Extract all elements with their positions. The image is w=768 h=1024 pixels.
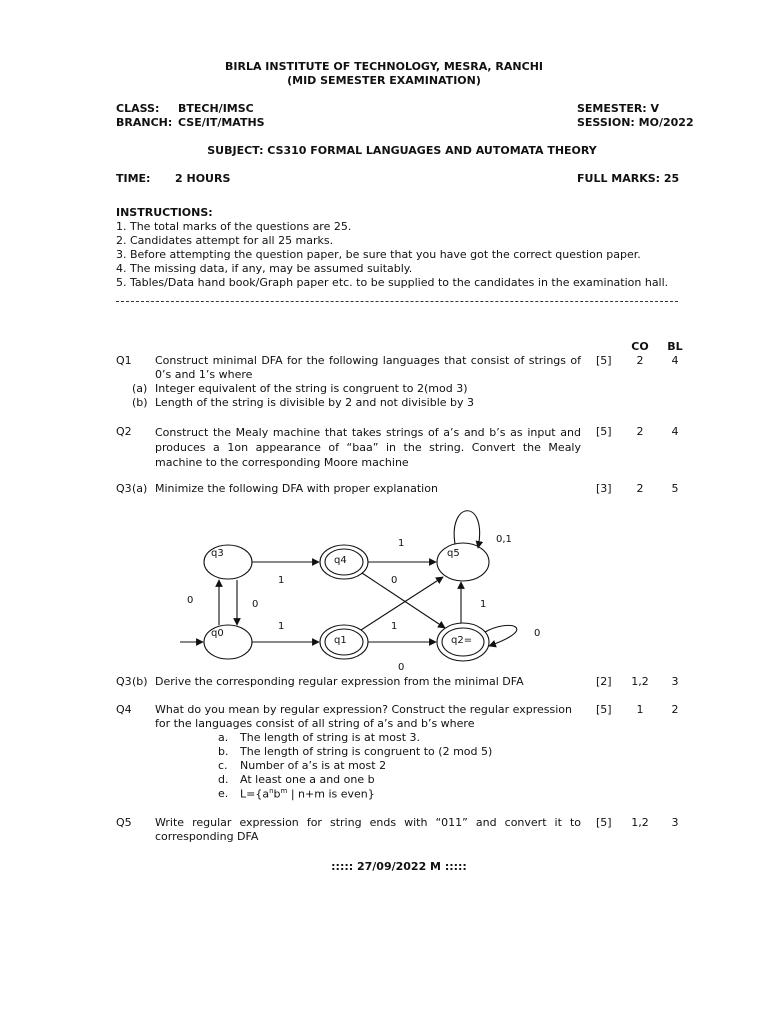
edge-q5-self: [454, 511, 479, 548]
instruction-item: 1. The total marks of the questions are 25.: [116, 220, 352, 233]
q3b-co: 1,2: [631, 675, 649, 688]
q2-text: Construct the Mealy machine that takes strings of a’s and b’s as input and produces a 1on appearance of “baa” in the string. Convert the Mealy machine to the corresponding Moore machine: [155, 426, 581, 469]
state-q0-label: q0: [211, 628, 224, 639]
class-value: BTECH/IMSC: [178, 102, 254, 115]
q1-part-text: Integer equivalent of the string is congruent to 2(mod 3): [155, 382, 468, 395]
edge-label-q2-self: 0: [534, 628, 541, 639]
branch-label: BRANCH:: [116, 116, 173, 129]
edge-label-q0-q1: 1: [278, 621, 285, 632]
edge-label-q4-q2: 0: [391, 575, 398, 586]
q5-bl: 3: [671, 816, 679, 829]
edge-q1-q5: [361, 577, 443, 630]
q1-part-label: (b): [132, 396, 148, 409]
q4-item-label: b.: [218, 745, 229, 758]
state-q2-label: q2=: [451, 635, 473, 646]
state-q1-label: q1: [334, 635, 347, 646]
time-label: TIME:: [116, 172, 151, 185]
q1-text: Construct minimal DFA for the following languages that consist of strings of 0’s and 1’s where: [155, 354, 581, 381]
edge-label-q2-q5: 1: [480, 599, 487, 610]
state-q5-label: q5: [447, 548, 460, 559]
q3a-number: Q3: [116, 482, 132, 495]
q4-number: Q4: [116, 703, 132, 716]
q5-number: Q5: [116, 816, 132, 829]
q3a-co: 2: [636, 482, 644, 495]
q4-marks: [5]: [596, 703, 612, 716]
q4-bl: 2: [671, 703, 679, 716]
q5-co: 1,2: [631, 816, 649, 829]
bl-header: BL: [667, 340, 683, 353]
co-header: CO: [631, 340, 649, 353]
edge-label-q4-q5: 1: [398, 538, 405, 549]
q4-item-text: The length of string is at most 3.: [240, 731, 421, 744]
q4-item-text: Number of a’s is at most 2: [240, 759, 387, 772]
q1-marks: [5]: [596, 354, 612, 367]
full-marks: FULL MARKS: 25: [577, 172, 680, 185]
q3a-bl: 5: [671, 482, 679, 495]
q4-e-part1: L={a: [240, 787, 270, 801]
q1-bl: 4: [671, 354, 679, 367]
q4-e-part3: | n+m is even}: [287, 787, 375, 801]
q3b-bl: 3: [671, 675, 679, 688]
edge-label-q1-q2: 0: [398, 662, 405, 673]
q4-item-text: [240, 787, 375, 801]
edge-label-q3-q0: 0: [252, 599, 259, 610]
q4-item-label: e.: [218, 787, 229, 800]
subject: SUBJECT: CS310 FORMAL LANGUAGES AND AUTOMATA THEORY: [207, 144, 597, 157]
q2-number: Q2: [116, 425, 132, 438]
q4-item-label: d.: [218, 773, 229, 786]
q3b-label: (b): [132, 675, 148, 688]
q4-co: 1: [636, 703, 644, 716]
q4-e-sup-n: n: [269, 787, 274, 795]
state-q5-circle: [437, 543, 489, 581]
edge-label-q5-self: 0,1: [496, 534, 512, 545]
footer-date: ::::: 27/09/2022 M :::::: [331, 860, 467, 873]
edge-q2-self: [485, 625, 517, 646]
exam-title: (MID SEMESTER EXAMINATION): [287, 74, 481, 87]
q4-item-label: c.: [218, 759, 228, 772]
branch-value: CSE/IT/MATHS: [178, 116, 265, 129]
state-q3-label: q3: [211, 548, 224, 559]
q4-e-part2: b: [273, 787, 281, 801]
state-q4-label: q4: [334, 555, 347, 566]
q3a-text: Minimize the following DFA with proper explanation: [155, 482, 438, 495]
q1-number: Q1: [116, 354, 132, 367]
q5-text: Write regular expression for string ends with “011” and convert it to corresponding DFA: [155, 816, 581, 843]
q4-item-text: At least one a and one b: [240, 773, 375, 786]
q2-bl: 4: [671, 425, 679, 438]
q1-co: 2: [636, 354, 644, 367]
time-value: 2 HOURS: [175, 172, 231, 185]
q2-co: 2: [636, 425, 644, 438]
edge-q4-q2: [362, 573, 445, 628]
q5-marks: [5]: [596, 816, 612, 829]
instruction-item: 4. The missing data, if any, may be assumed suitably.: [116, 262, 413, 275]
semester: SEMESTER: V: [577, 102, 660, 115]
instruction-item: 2. Candidates attempt for all 25 marks.: [116, 234, 334, 247]
q3b-marks: [2]: [596, 675, 612, 688]
instruction-item: 5. Tables/Data hand book/Graph paper etc. to be supplied to the candidates in the examination hall.: [116, 276, 669, 289]
instruction-item: 3. Before attempting the question paper, be sure that you have got the correct question paper.: [116, 248, 641, 261]
session: SESSION: MO/2022: [577, 116, 694, 129]
q4-e-sup-m: m: [280, 787, 288, 795]
q1-part-label: (a): [132, 382, 148, 395]
edge-label-q1-q5: 1: [391, 621, 398, 632]
q3b-text: Derive the corresponding regular expression from the minimal DFA: [155, 675, 524, 688]
q4-text: What do you mean by regular expression? Construct the regular expression for the languages consist of all string of a’s and b’s where: [155, 703, 572, 730]
q4-item-label: a.: [218, 731, 229, 744]
q3a-marks: [3]: [596, 482, 612, 495]
q2-marks: [5]: [596, 425, 612, 438]
institute-name: BIRLA INSTITUTE OF TECHNOLOGY, MESRA, RANCHI: [225, 60, 543, 73]
edge-label-q0-q3: 0: [187, 595, 194, 606]
q3b-number: Q3: [116, 675, 132, 688]
instructions-title: INSTRUCTIONS:: [116, 206, 213, 219]
class-label: CLASS:: [116, 102, 160, 115]
q3a-label: (a): [132, 482, 148, 495]
q1-part-text: Length of the string is divisible by 2 and not divisible by 3: [155, 396, 475, 409]
q4-item-text: The length of string is congruent to (2 mod 5): [240, 745, 493, 758]
edge-label-q3-q4: 1: [278, 575, 285, 586]
